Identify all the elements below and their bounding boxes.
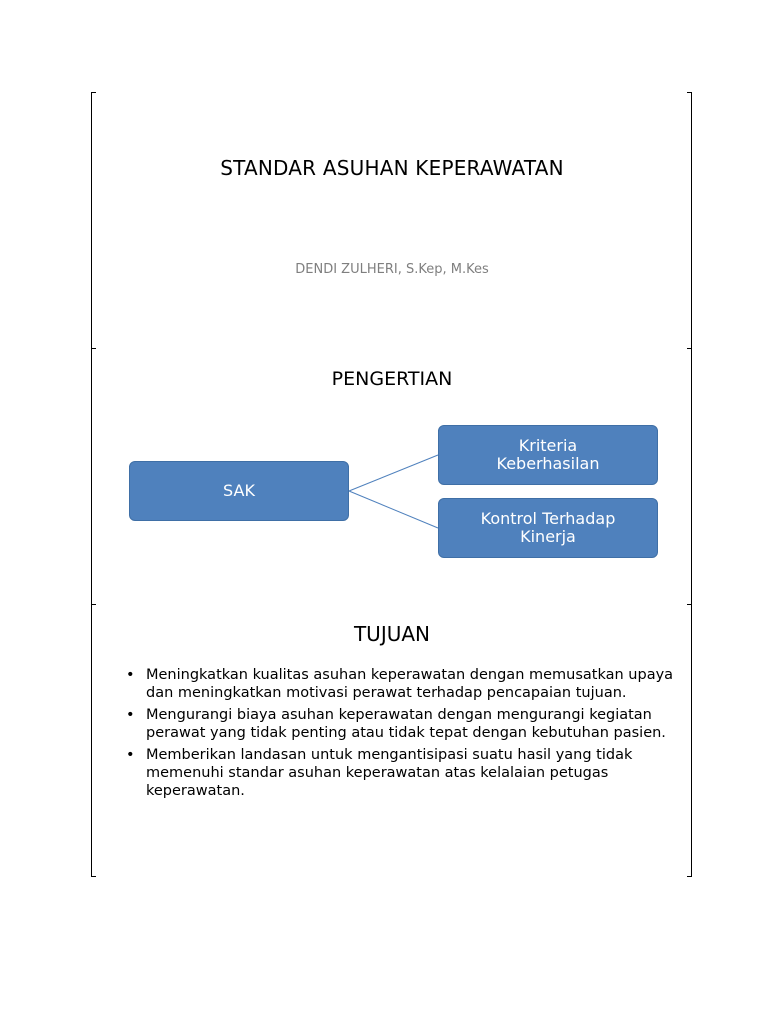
frame-tick-bottom-right <box>687 876 692 877</box>
tujuan-heading: TUJUAN <box>353 622 431 646</box>
pengertian-slide <box>92 348 692 604</box>
sak-diagram <box>92 348 692 604</box>
bullet-icon: • <box>126 747 135 763</box>
node-sak-label: SAK <box>223 480 255 500</box>
frame-tick-bottom-left <box>91 876 96 877</box>
node-kriteria-label: Kriteria Keberhasilan <box>496 435 600 473</box>
title-slide <box>92 92 692 348</box>
connector-to-kontrol <box>349 491 438 528</box>
node-sak <box>129 461 349 521</box>
bullet-icon: • <box>126 667 135 683</box>
bullet-text: Meningkatkan kualitas asuhan keperawatan dengan memusatkan upaya dan meningkatkan motivasi perawat terhadap pencapaian tujuan. <box>146 667 674 701</box>
bullet-text: Memberikan landasan untuk mengantisipasi suatu hasil yang tidak memenuhi standar asuhan keperawatan atas kelalaian petugas keperawatan. <box>146 747 633 799</box>
tujuan-slide <box>92 604 692 876</box>
list-item <box>122 706 682 742</box>
bullet-text: Mengurangi biaya asuhan keperawatan dengan mengurangi kegiatan perawat yang tidak penting atau tidak tepat dengan kebutuhan pasien. <box>146 707 666 741</box>
slide-title: STANDAR ASUHAN KEPERAWATAN <box>220 156 564 180</box>
connector-to-kriteria <box>349 455 438 491</box>
slide-subtitle: DENDI ZULHERI, S.Kep, M.Kes <box>295 262 489 277</box>
node-kontrol-terhadap-kinerja <box>438 498 658 558</box>
list-item <box>122 746 682 800</box>
pengertian-heading: PENGERTIAN <box>331 368 453 390</box>
bullet-icon: • <box>126 707 135 723</box>
list-item <box>122 666 682 702</box>
node-kriteria-keberhasilan <box>438 425 658 485</box>
tujuan-bullet-list <box>122 666 682 804</box>
node-kontrol-label: Kontrol Terhadap Kinerja <box>480 508 616 546</box>
